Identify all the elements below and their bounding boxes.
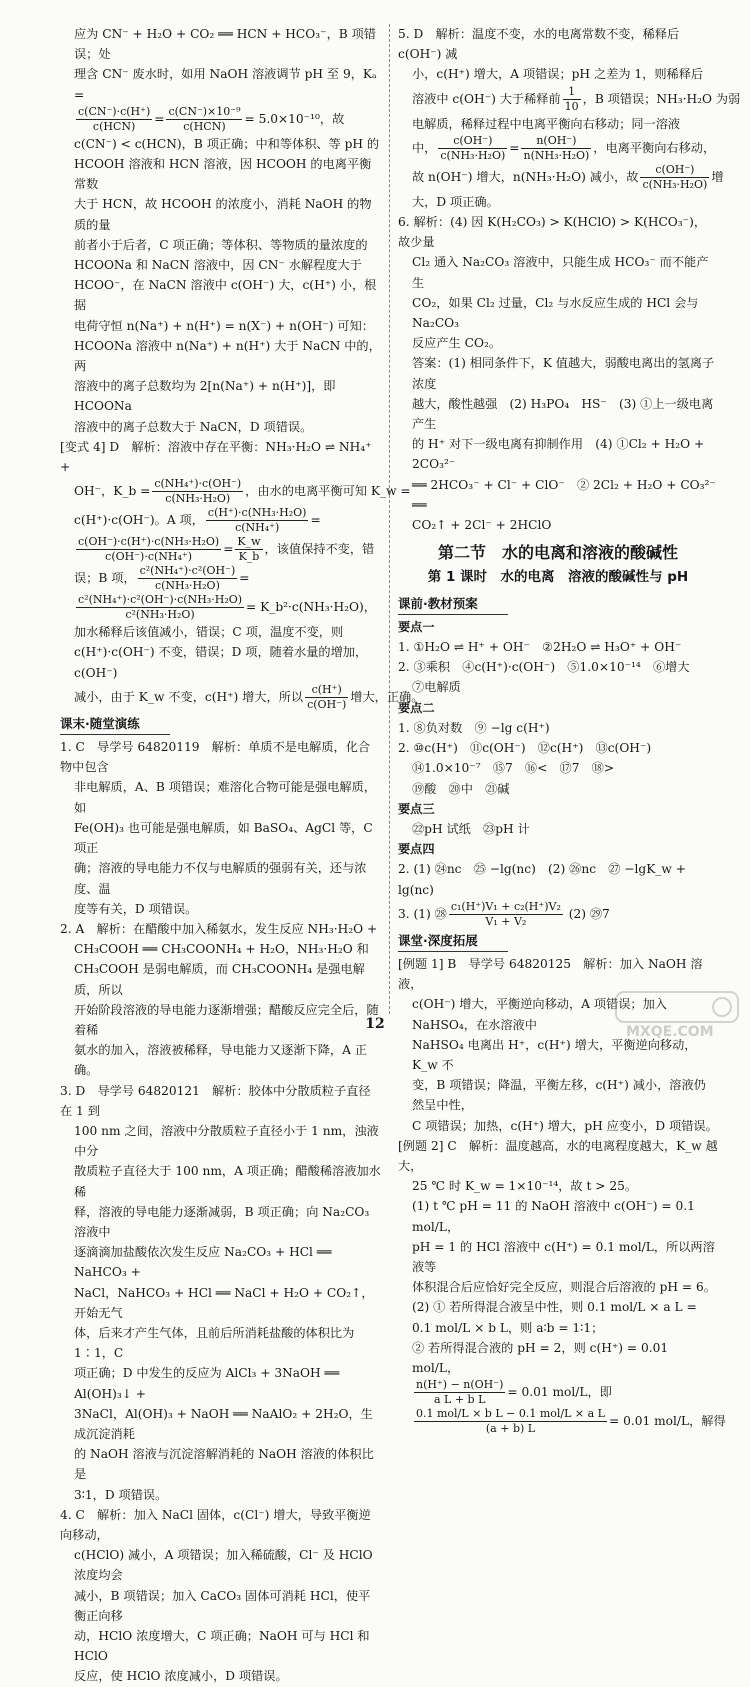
text-line: HCOONa 溶液中 n(Na⁺) + n(H⁺) 大于 NaCN 中的，两: [74, 338, 381, 374]
text-line: NaCl，NaHCO₃ + HCl ══ NaCl + H₂O + CO₂↑，开始无气: [74, 1285, 374, 1320]
text-line: 3. D 导学号 64820121 解析：胶体中分散质粒子直径在 1 到: [60, 1083, 371, 1118]
fraction: $\frac{K\_w}{K\_b}$: [237, 535, 261, 564]
text-line: CO₂↑ + 2Cl⁻ + 2HClO: [412, 518, 552, 533]
text-line: 释，溶液的导电能力逐渐减弱，B 项正确；向 Na₂CO₃ 溶液中: [74, 1204, 370, 1239]
fraction: $\frac{c(OH^-)}{\text{c(NH₃·H₂O)}}$: [642, 162, 708, 191]
text-line: NaHSO₄ 电离出 H⁺，c(H⁺) 增大，平衡逆向移动，K_w 不: [412, 1037, 697, 1072]
text-line: 5. D 解析：温度不变，水的电离常数不变，稀释后 c(OH⁻) 减: [398, 27, 680, 62]
formula-line: 故 n(OH⁻) 增大，n(NH₃·H₂O) 减小，故 $\frac{c(OH^-)}{\text{c(NH₃·H₂O)}}$ 增: [412, 162, 724, 191]
section-heading: 课末·随堂演练: [60, 714, 170, 735]
formula-line: 中， $\frac{c(OH^-)}{\text{c(NH₃·H₂O)}}$ = $\frac{n(OH^-)}{\text{n(NH₃·H₂O)}}$ ，电离平衡向右移动，: [412, 133, 716, 162]
fraction: $\frac{n(OH^-)}{\text{n(NH₃·H₂O)}}$: [523, 133, 590, 162]
text-line: HCOONa 和 NaCN 溶液中，因 CN⁻ 水解程度大于: [74, 258, 362, 273]
section-heading: 课堂·深度拓展: [398, 931, 508, 952]
fraction: $\frac{c(H^+)}{c(OH^-)}$: [307, 682, 347, 711]
text-line: 4. C 解析：加入 NaCl 固体，c(Cl⁻) 增大，导致平衡逆向移动，: [60, 1507, 371, 1542]
text-line: 开始阶段溶液的导电能力逐渐增强；醋酸反应完全后，随着稀: [74, 1002, 379, 1037]
text-line: HCOOH 溶液和 HCN 溶液，因 HCOOH 的电离平衡常数: [74, 157, 372, 192]
text-line: 1. C 导学号 64820119 解析：单质不是电解质，化合物中包含: [60, 740, 371, 775]
text-line: ㉒pH 试纸 ㉓pH 计: [412, 821, 530, 836]
text-line: CH₃COOH 是弱电解质，而 CH₃COONH₄ 是强电解质，所以: [74, 962, 365, 997]
text-line: pH = 1 的 HCl 溶液中 c(H⁺) = 0.1 mol/L，所以两溶液等: [412, 1239, 715, 1274]
svg-text:MXQE.COM: MXQE.COM: [626, 1024, 714, 1040]
section-heading: 课前·教材预案: [398, 594, 508, 615]
watermark-logo-icon: [612, 988, 742, 1040]
key-point-heading: 要点二: [398, 700, 435, 715]
text-line: Cl₂ 通入 Na₂CO₃ 溶液中，只能生成 HCO₃⁻ 而不能产生: [412, 255, 709, 290]
text-line: 答案：(1) 相同条件下，K 值越大，弱酸电离出的氢离子浓度: [412, 356, 715, 391]
text-line: 2. A 解析：在醋酸中加入稀氨水，发生反应 NH₃·H₂O +: [60, 921, 378, 936]
formula-line: $\frac{\text{0.1 mol/L × b L − 0.1 mol/L × a L}}{(a + b) L}$ = 0.01 mol/L，解得: [416, 1407, 726, 1436]
fraction: $\frac{\text{c(OH⁻)·c(H⁺)·c(NH₃·H₂O)}}{\text{c(OH⁻)·c(NH₄⁺)}}$: [78, 535, 220, 564]
formula-line: 减小，由于 K_w 不变，c(H⁺) 增大，所以 $\frac{c(H^+)}{c(OH^-)}$ 增大，正确。: [74, 682, 424, 711]
text-line: 逐滴滴加盐酸依次发生反应 Na₂CO₃ + HCl ══ NaHCO₃ +: [74, 1245, 332, 1280]
lesson-title: 第 1 课时 水的电离 溶液的酸碱性与 pH: [427, 569, 689, 586]
text-line: 大，D 项正确。: [412, 194, 499, 209]
column-divider: [389, 24, 390, 1014]
text-line: 的 H⁺ 对下一级电离有抑制作用 (4) ①Cl₂ + H₂O + 2CO₃²⁻: [412, 437, 705, 472]
formula-line: $\frac{n(H^+) - n(OH^-)}{\text{a L + b L}}$ = 0.01 mol/L，即: [416, 1378, 612, 1407]
fraction: $\frac{c(OH^-)}{\text{c(NH₃·H₂O)}}$: [440, 133, 506, 162]
text-line: 3∶1，D 项错误。: [74, 1487, 168, 1502]
section-title: 第二节 水的电离和溶液的酸碱性: [437, 543, 678, 563]
formula-line: 误；B 项， $\frac{\text{c²(NH₄⁺)·c²(OH⁻)}}{\text{c(NH₃·H₂O)}}$ =: [74, 564, 250, 593]
text-line: ⑲酸 ⑳中 ㉑碱: [412, 781, 510, 796]
text-line: [例题 1] B 导学号 64820125 解析：加入 NaOH 溶液，: [398, 956, 703, 992]
fraction: $\frac{\text{c₁(H⁺)V₁ + c₂(H⁺)V₂}}{\text{V₁ + V₂}}$: [450, 899, 561, 928]
text-line: 大于 HCN，故 HCOOH 的浓度小，消耗 NaOH 的物质的量: [74, 197, 372, 232]
text-line: 反应产生 CO₂。: [412, 336, 502, 351]
text-line: 的 NaOH 溶液与沉淀溶解消耗的 NaOH 溶液的体积比是: [74, 1447, 374, 1482]
formula-line: 3. (1) ㉘ $\frac{\text{c₁(H⁺)V₁ + c₂(H⁺)V₂}}{\text{V₁ + V₂}}$ (2) ㉙7: [398, 899, 610, 928]
text-line: 3NaCl，Al(OH)₃ + NaOH ══ NaAlO₂ + 2H₂O，生成沉淀消耗: [74, 1406, 373, 1441]
text-line: ⑦电解质: [412, 680, 461, 695]
fraction: $\frac{c(CN^-)\cdot c(H^+)}{\text{c(HCN)}}$: [78, 104, 151, 133]
key-point-heading: 要点四: [398, 842, 435, 857]
fraction: $\frac{1}{10}$: [564, 84, 579, 113]
text-line: 散质粒子直径大于 100 nm，A 项正确；醋酸稀溶液加水稀: [74, 1164, 381, 1199]
text-line: 体积混合后应恰好完全反应，则混合后溶液的 pH = 6。: [412, 1280, 716, 1295]
text-line: 变，B 项错误；降温，平衡左移，c(H⁺) 减小，溶液仍然呈中性，: [412, 1078, 706, 1113]
text-line: 项正确；D 中发生的反应为 AlCl₃ + 3NaOH ══ Al(OH)₃↓ +: [74, 1366, 340, 1401]
formula-line: $\frac{c(CN^-)\cdot c(H^+)}{\text{c(HCN)}}$ = $\frac{\text{c(CN⁻)×10⁻⁹}}{\text{c(HCN)}}$ = 5.0×10⁻¹⁰，故: [78, 104, 345, 133]
text-line: 1. ①H₂O ⇌ H⁺ + OH⁻ ②2H₂O ⇌ H₃O⁺ + OH⁻: [398, 640, 682, 655]
fraction: $\frac{n(H^+) - n(OH^-)}{\text{a L + b L}}$: [416, 1378, 504, 1407]
text-line: 反应，使 HClO 浓度减小，D 项错误。: [74, 1669, 288, 1684]
text-line: 小，c(H⁺) 增大，A 项错误；pH 之差为 1，则稀释后: [412, 67, 704, 82]
text-line: ② 若所得混合液的 pH = 2，则 c(H⁺) = 0.01 mol/L，: [412, 1340, 669, 1375]
text-line: 6. 解析：(4) 因 K(H₂CO₃) > K(HClO) > K(HCO₃⁻)，故少量: [398, 215, 707, 250]
text-line: 加水稀释后该值减小，错误；C 项，温度不变，则: [74, 625, 344, 640]
text-line: 2. (1) ㉔nc ㉕ −lg(nc) (2) ㉖nc ㉗ −lgK_w + lg(nc): [398, 862, 686, 897]
text-line: 100 nm 之间，溶液中分散质粒子直径小于 1 nm，浊液中分: [74, 1123, 379, 1159]
key-point-heading: 要点三: [398, 801, 435, 816]
text-line: 溶液中的离子总数大于 NaCN，D 项错误。: [74, 419, 313, 434]
text-line: C 项错误；加热，c(H⁺) 增大，pH 应变小，D 项错误。: [412, 1118, 718, 1133]
text-line: CO₂，如果 Cl₂ 过量，Cl₂ 与水反应生成的 HCl 会与 Na₂CO₃: [412, 295, 699, 331]
text-line: [例题 2] C 解析：温度越高，水的电离程度越大，K_w 越大，: [398, 1138, 718, 1173]
text-line: 氨水的加入，溶液被稀释，导电能力又逐渐下降，A 正确。: [74, 1043, 367, 1078]
page-number: 12: [365, 1016, 385, 1032]
text-line: 25 ℃ 时 K_w = 1×10⁻¹⁴，故 t > 25。: [412, 1179, 638, 1194]
text-line: 确；溶液的导电能力不仅与电解质的强弱有关，还与浓度、温: [74, 861, 367, 896]
text-line: ⑭1.0×10⁻⁷ ⑮7 ⑯< ⑰7 ⑱>: [412, 761, 615, 776]
text-line: c(HClO) 减小，A 项错误；加入稀硫酸，Cl⁻ 及 HClO 浓度均会: [74, 1548, 373, 1583]
text-line: Fe(OH)₃ 也可能是强电解质，如 BaSO₄、AgCl 等，C 项正: [74, 820, 373, 856]
text-line: 电荷守恒 n(Na⁺) + n(H⁺) = n(X⁻) + n(OH⁻) 可知：: [74, 318, 374, 333]
text-line: 0.1 mol/L × b L，则 a∶b = 1∶1；: [412, 1320, 604, 1335]
text-line: 2. ③乘积 ④c(H⁺)·c(OH⁻) ⑤1.0×10⁻¹⁴ ⑥增大: [398, 660, 690, 675]
text-line: (1) t ℃ pH = 11 的 NaOH 溶液中 c(OH⁻) = 0.1 mol/L，: [412, 1199, 695, 1234]
fraction: $\frac{\text{c(H⁺)·c(NH₃·H₂O)}}{\text{c(NH₄⁺)}}$: [207, 506, 307, 535]
formula-line: OH⁻，K_b = $\frac{\text{c(NH₄⁺)·c(OH⁻)}}{\text{c(NH₃·H₂O)}}$ ，由水的电离平衡可知 K_w =: [74, 477, 411, 506]
text-line: 前者小于后者，C 项正确；等体积、等物质的量浓度的: [74, 237, 368, 252]
text-line: c(H⁺)·c(OH⁻) 不变，错误；D 项，随着水量的增加，c(OH⁻): [74, 645, 368, 680]
text-line: 理含 CN⁻ 废水时，如用 NaOH 溶液调节 pH 至 9，Kₐ =: [74, 67, 377, 102]
text-line: 动，HClO 浓度增大，C 项正确；NaOH 可与 HCl 和 HClO: [74, 1629, 370, 1664]
text-line: 度等有关，D 项错误。: [74, 901, 198, 916]
text-line: 溶液中的离子总数均为 2[n(Na⁺) + n(H⁺)]，即 HCOONa: [74, 379, 336, 414]
text-line: 减小，B 项错误；加入 CaCO₃ 固体可消耗 HCl，使平衡正向移: [74, 1588, 371, 1623]
text-line: HCOO⁻，在 NaCN 溶液中 c(OH⁻) 大，c(H⁺) 小，根据: [74, 278, 377, 313]
fraction: $\frac{\text{c²(NH₄⁺)·c²(OH⁻)·c(NH₃·H₂O)}}{\text{c²(NH₃·H₂O)}}$: [78, 593, 243, 622]
text-line: 1. ⑧负对数 ⑨ −lg c(H⁺): [398, 720, 550, 735]
text-line: CH₃COOH ══ CH₃COONH₄ + H₂O，NH₃·H₂O 和: [74, 942, 369, 957]
fraction: $\frac{\text{c²(NH₄⁺)·c²(OH⁻)}}{\text{c(NH₃·H₂O)}}$: [139, 564, 236, 593]
right-column: [398, 24, 741, 1436]
text-line: [变式 4] D 解析：溶液中存在平衡：NH₃·H₂O ⇌ NH₄⁺ +: [60, 439, 372, 475]
text-line: 应为 CN⁻ + H₂O + CO₂ ══ HCN + HCO₃⁻，B 项错误；处: [74, 27, 376, 62]
formula-line: 溶液中 c(OH⁻) 大于稀释前 $\frac{1}{10}$ ，B 项错误；NH₃·H₂O 为弱: [412, 84, 741, 113]
text-line: 2. ⑩c(H⁺) ⑪c(OH⁻) ⑫c(H⁺) ⑬c(OH⁻): [398, 741, 652, 756]
key-point-heading: 要点一: [398, 619, 435, 634]
text-line: c(CN⁻) < c(HCN)，B 项正确；中和等体积、等 pH 的: [74, 136, 380, 151]
text-line: c(OH⁻) 增大，平衡逆向移动，A 项错误；加入 NaHSO₄，在水溶液中: [412, 997, 667, 1032]
text-line: 电解质，稀释过程中电离平衡向右移动；同一溶液: [412, 116, 681, 131]
text-line: 体，后来才产生气体，且前后所消耗盐酸的体积比为 1∶1，C: [74, 1325, 355, 1361]
text-line: (2) ① 若所得混合液呈中性，则 0.1 mol/L × a L =: [412, 1300, 697, 1315]
formula-line: $\frac{\text{c²(NH₄⁺)·c²(OH⁻)·c(NH₃·H₂O)}}{\text{c²(NH₃·H₂O)}}$ = K_b²·c(NH₃·H₂O)，: [78, 593, 376, 622]
text-line: ══ 2HCO₃⁻ + Cl⁻ + ClO⁻ ② 2Cl₂ + H₂O + CO₃²⁻ ══: [412, 477, 716, 512]
fraction: $\frac{\text{0.1 mol/L × b L − 0.1 mol/L × a L}}{(a + b) L}$: [416, 1407, 605, 1436]
formula-line: $\frac{\text{c(OH⁻)·c(H⁺)·c(NH₃·H₂O)}}{\text{c(OH⁻)·c(NH₄⁺)}}$ = $\frac{K\_w}{K\_b}$ ，该值保持不变，错: [78, 535, 375, 564]
fraction: $\frac{\text{c(CN⁻)×10⁻⁹}}{\text{c(HCN)}}$: [168, 104, 241, 133]
text-line: 非电解质，A、B 项错误；难溶化合物可能是强电解质，如: [74, 780, 376, 815]
formula-line: c(H⁺)·c(OH⁻)。A 项， $\frac{\text{c(H⁺)·c(NH₃·H₂O)}}{\text{c(NH₄⁺)}}$ =: [74, 506, 321, 535]
text-line: 越大，酸性越强 (2) H₃PO₄ HS⁻ (3) ①上一级电离产生: [412, 396, 714, 432]
fraction: $\frac{\text{c(NH₄⁺)·c(OH⁻)}}{\text{c(NH₃·H₂O)}}$: [154, 477, 242, 506]
